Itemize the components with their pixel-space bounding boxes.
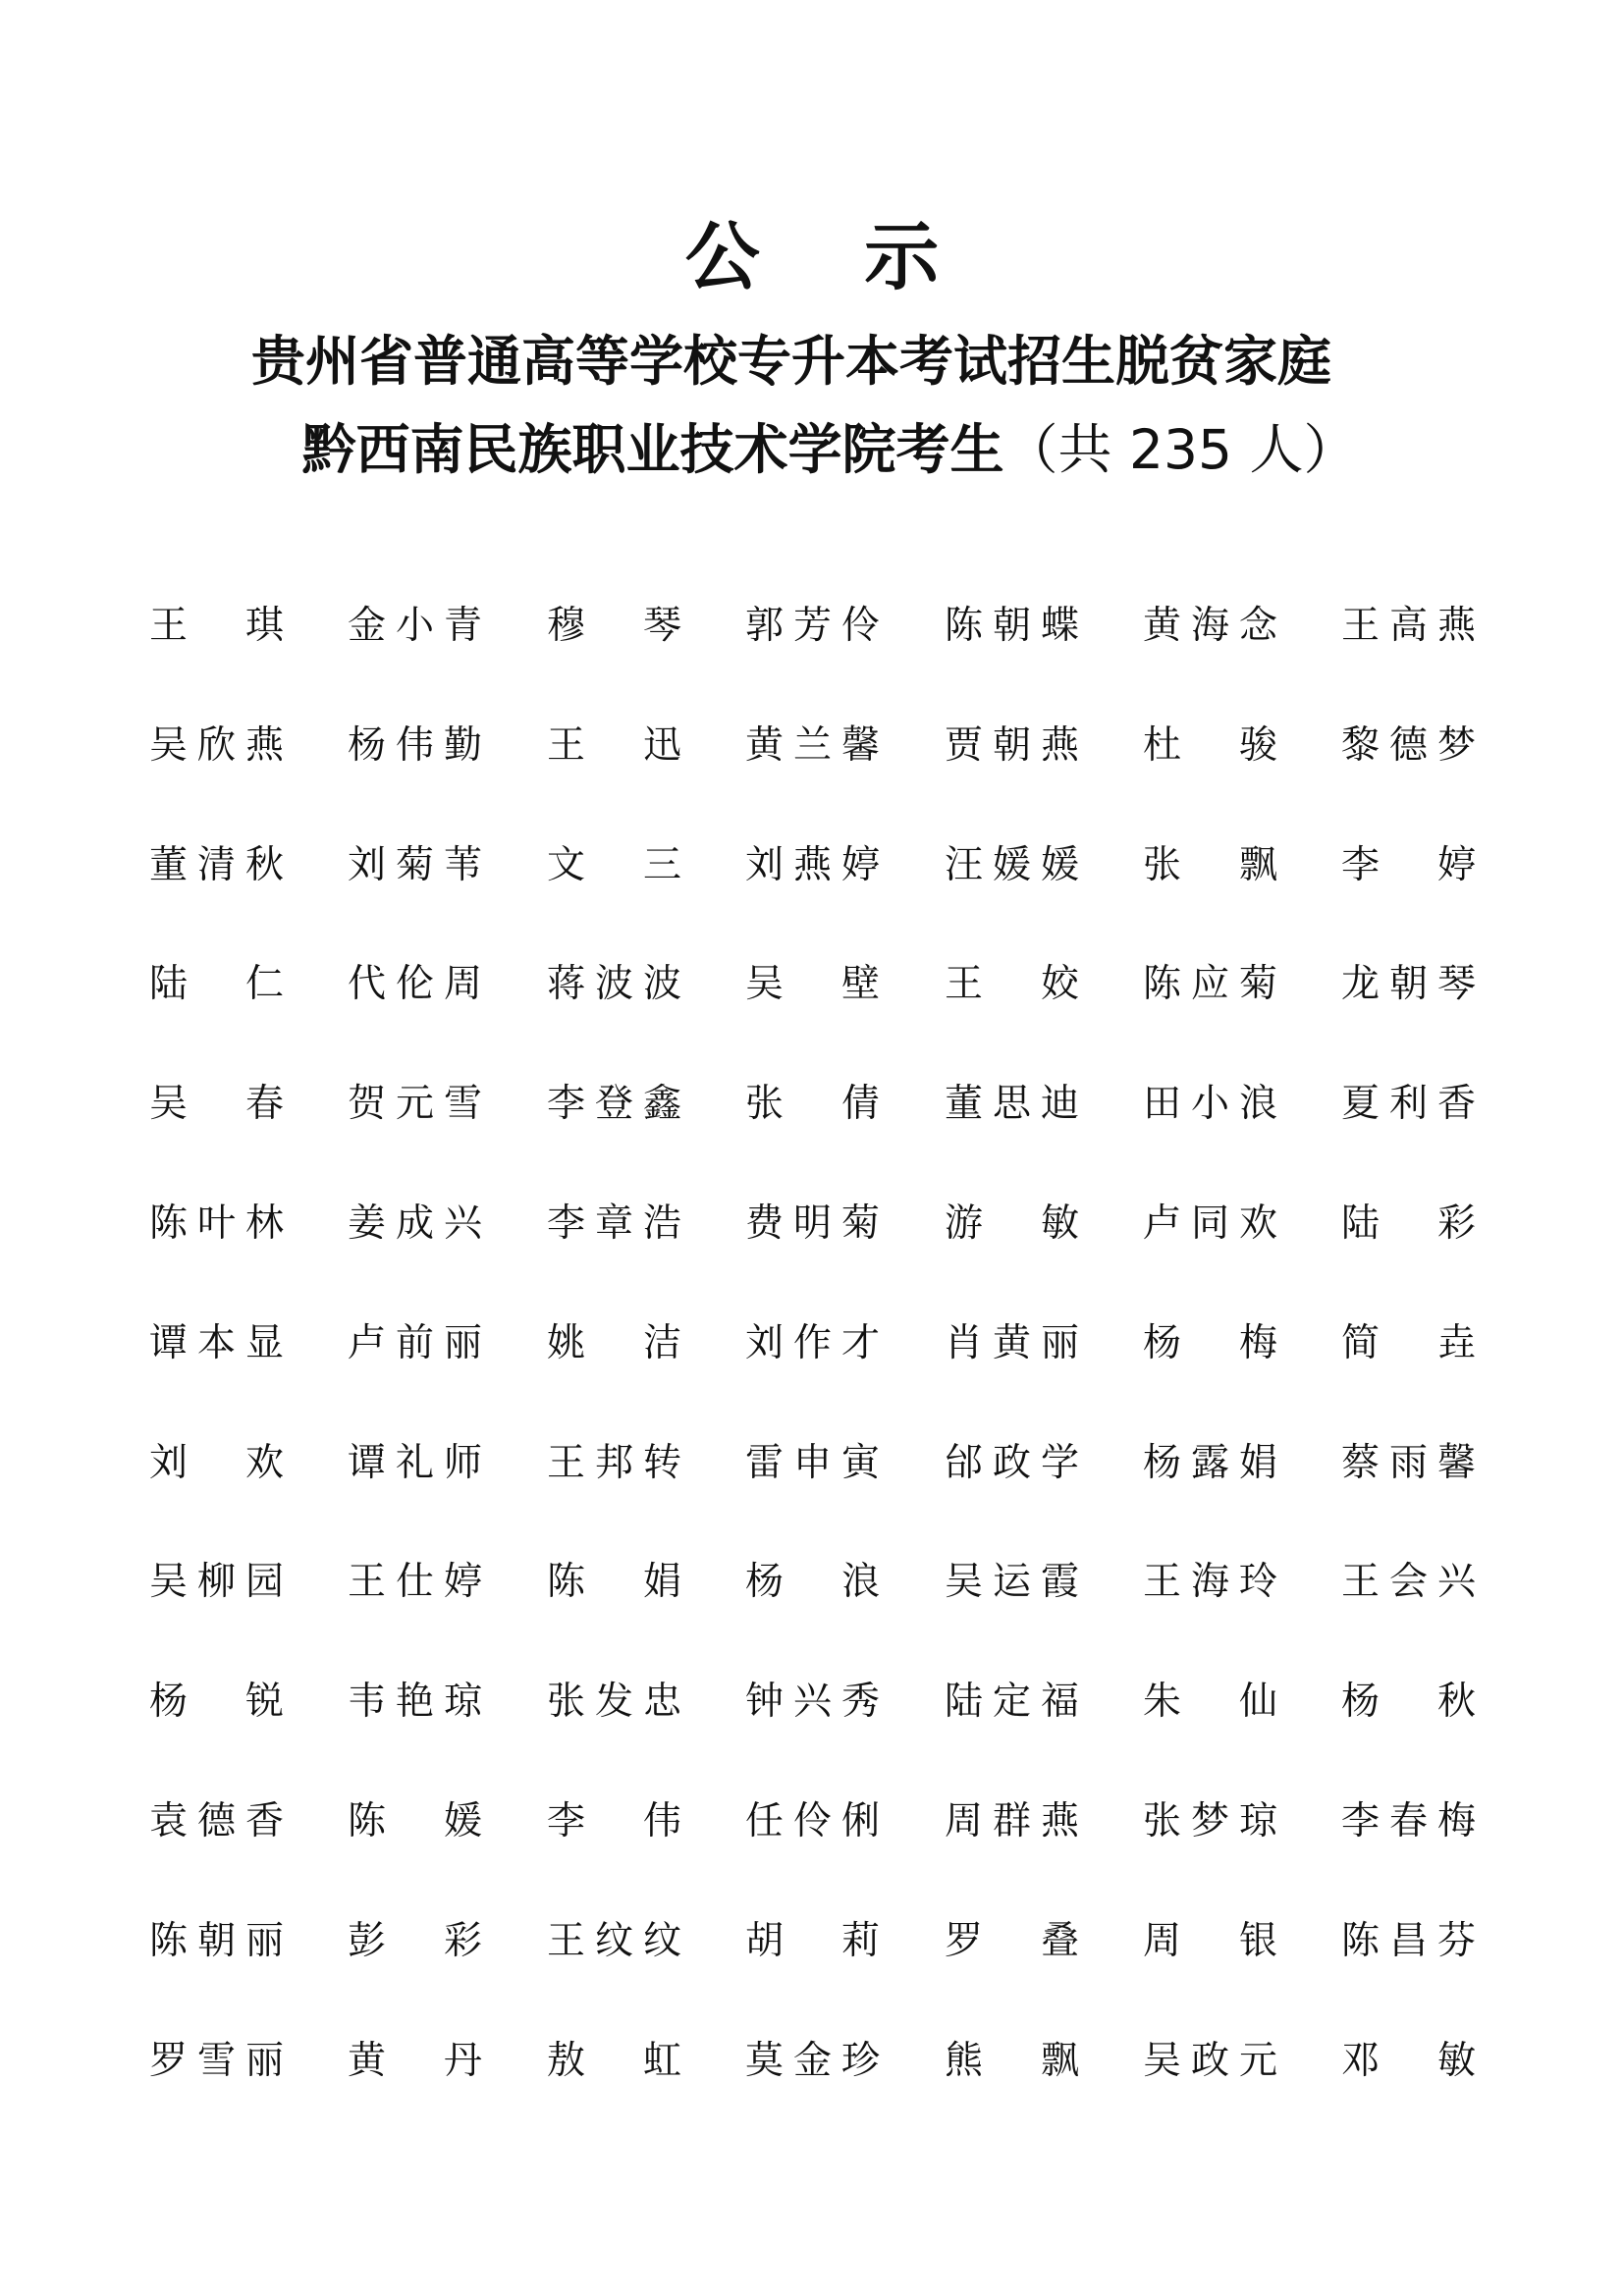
student-name: 吴 春 [149, 1082, 287, 1127]
subtitle-line-2-main: 黔西南民族职业技术学院考生 [301, 418, 1004, 481]
subtitle-count: （共 235 人） [1003, 418, 1358, 481]
subtitle-line-2 [18, 410, 1624, 489]
student-name: 黄 丹 [348, 2038, 485, 2083]
subtitle-line-1: 贵州省普通高等学校专升本考试招生脱贫家庭 [250, 330, 1331, 393]
name-row [149, 1914, 1485, 2034]
student-name: 陈 应 菊 [1143, 962, 1280, 1007]
student-name: 董 清 秋 [149, 842, 287, 887]
page-title: 公 示 [684, 213, 979, 300]
student-name: 刘 燕 婷 [745, 842, 883, 887]
student-name: 彭 彩 [348, 1918, 485, 1963]
name-row [149, 1555, 1485, 1675]
student-name: 李 婷 [1341, 842, 1479, 887]
student-name: 汪 媛 媛 [945, 842, 1082, 887]
student-name: 吴 运 霞 [945, 1560, 1082, 1605]
student-name: 陆 定 福 [945, 1680, 1082, 1725]
student-name: 夏 利 香 [1341, 1082, 1479, 1127]
name-row [149, 1077, 1485, 1197]
student-name: 杨 秋 [1341, 1680, 1479, 1725]
name-row [149, 2034, 1485, 2154]
student-name: 金 小 青 [348, 604, 485, 648]
student-name: 雷 申 寅 [745, 1440, 883, 1485]
name-row [149, 957, 1485, 1077]
student-name: 王 海 玲 [1143, 1560, 1280, 1605]
student-name: 田 小 浪 [1143, 1082, 1280, 1127]
student-name: 胡 莉 [745, 1918, 883, 1963]
student-name: 谭 礼 师 [348, 1440, 485, 1485]
student-name: 王 会 兴 [1341, 1560, 1479, 1605]
student-name: 卢 同 欢 [1143, 1201, 1280, 1246]
student-name: 罗 雪 丽 [149, 2038, 287, 2083]
student-name: 周 群 燕 [945, 1798, 1082, 1843]
student-name: 陈 昌 芬 [1341, 1918, 1479, 1963]
student-name: 姚 洁 [547, 1320, 684, 1365]
student-name: 吴 政 元 [1143, 2038, 1280, 2083]
student-name: 罗 叠 [945, 1918, 1082, 1963]
student-name: 刘 作 才 [745, 1320, 883, 1365]
student-name: 周 银 [1143, 1918, 1280, 1963]
student-name: 任 伶 俐 [745, 1798, 883, 1843]
student-name: 张 飘 [1143, 842, 1280, 887]
student-name: 朱 仙 [1143, 1680, 1280, 1725]
student-name: 邓 敏 [1341, 2038, 1479, 2083]
student-name: 杨 锐 [149, 1680, 287, 1725]
student-name: 代 伦 周 [348, 962, 485, 1007]
student-name: 郭 芳 伶 [745, 604, 883, 648]
student-name: 杨 浪 [745, 1560, 883, 1605]
student-name: 吴 壁 [745, 962, 883, 1007]
student-name: 陈 朝 丽 [149, 1918, 287, 1963]
student-name: 李 伟 [547, 1798, 684, 1843]
student-name: 王 纹 纹 [547, 1918, 684, 1963]
student-name: 费 明 菊 [745, 1201, 883, 1246]
student-name: 文 三 [547, 842, 684, 887]
student-name: 王 仕 婷 [348, 1560, 485, 1605]
student-name: 王 迅 [547, 722, 684, 768]
name-row [149, 1316, 1485, 1436]
student-name: 张 倩 [745, 1082, 883, 1127]
student-name: 陈 叶 林 [149, 1201, 287, 1246]
student-name: 陈 媛 [348, 1798, 485, 1843]
student-name: 董 思 迪 [945, 1082, 1082, 1127]
student-name: 龙 朝 琴 [1341, 962, 1479, 1007]
student-name: 陈 朝 蝶 [945, 604, 1082, 648]
student-name: 游 敏 [945, 1201, 1082, 1246]
name-row [149, 1794, 1485, 1914]
student-name: 袁 德 香 [149, 1798, 287, 1843]
student-name: 熊 飘 [945, 2038, 1082, 2083]
student-name: 刘 菊 苇 [348, 842, 485, 887]
name-row [149, 1675, 1485, 1794]
student-name: 穆 琴 [547, 604, 684, 648]
student-name: 李 章 浩 [547, 1201, 684, 1246]
student-name: 蔡 雨 馨 [1341, 1440, 1479, 1485]
student-name: 杜 骏 [1143, 722, 1280, 768]
name-list [149, 599, 1485, 2153]
student-name: 韦 艳 琼 [348, 1680, 485, 1725]
student-name: 蒋 波 波 [547, 962, 684, 1007]
student-name: 邰 政 学 [945, 1440, 1082, 1485]
name-row [149, 719, 1485, 838]
student-name: 谭 本 显 [149, 1320, 287, 1365]
student-name: 李 春 梅 [1341, 1798, 1479, 1843]
student-name: 敖 虹 [547, 2038, 684, 2083]
student-name: 吴 柳 园 [149, 1560, 287, 1605]
student-name: 杨 梅 [1143, 1320, 1280, 1365]
student-name: 贾 朝 燕 [945, 722, 1082, 768]
student-name: 姜 成 兴 [348, 1201, 485, 1246]
name-row [149, 599, 1485, 719]
student-name: 杨 伟 勤 [348, 722, 485, 768]
student-name: 陆 仁 [149, 962, 287, 1007]
student-name: 莫 金 珍 [745, 2038, 883, 2083]
student-name: 黎 德 梦 [1341, 722, 1479, 768]
student-name: 吴 欣 燕 [149, 722, 287, 768]
name-row [149, 838, 1485, 958]
student-name: 王 高 燕 [1341, 604, 1479, 648]
student-name: 王 邦 转 [547, 1440, 684, 1485]
student-name: 陈 娟 [547, 1560, 684, 1605]
student-name: 贺 元 雪 [348, 1082, 485, 1127]
student-name: 张 梦 琼 [1143, 1798, 1280, 1843]
name-row [149, 1197, 1485, 1316]
student-name: 钟 兴 秀 [745, 1680, 883, 1725]
student-name: 肖 黄 丽 [945, 1320, 1082, 1365]
student-name: 简 垚 [1341, 1320, 1479, 1365]
student-name: 陆 彩 [1341, 1201, 1479, 1246]
student-name: 王 姣 [945, 962, 1082, 1007]
student-name: 李 登 鑫 [547, 1082, 684, 1127]
name-row [149, 1436, 1485, 1556]
student-name: 黄 兰 馨 [745, 722, 883, 768]
student-name: 杨 露 娟 [1143, 1440, 1280, 1485]
student-name: 卢 前 丽 [348, 1320, 485, 1365]
student-name: 张 发 忠 [547, 1680, 684, 1725]
student-name: 王 琪 [149, 604, 287, 648]
student-name: 刘 欢 [149, 1440, 287, 1485]
student-name: 黄 海 念 [1143, 604, 1280, 648]
